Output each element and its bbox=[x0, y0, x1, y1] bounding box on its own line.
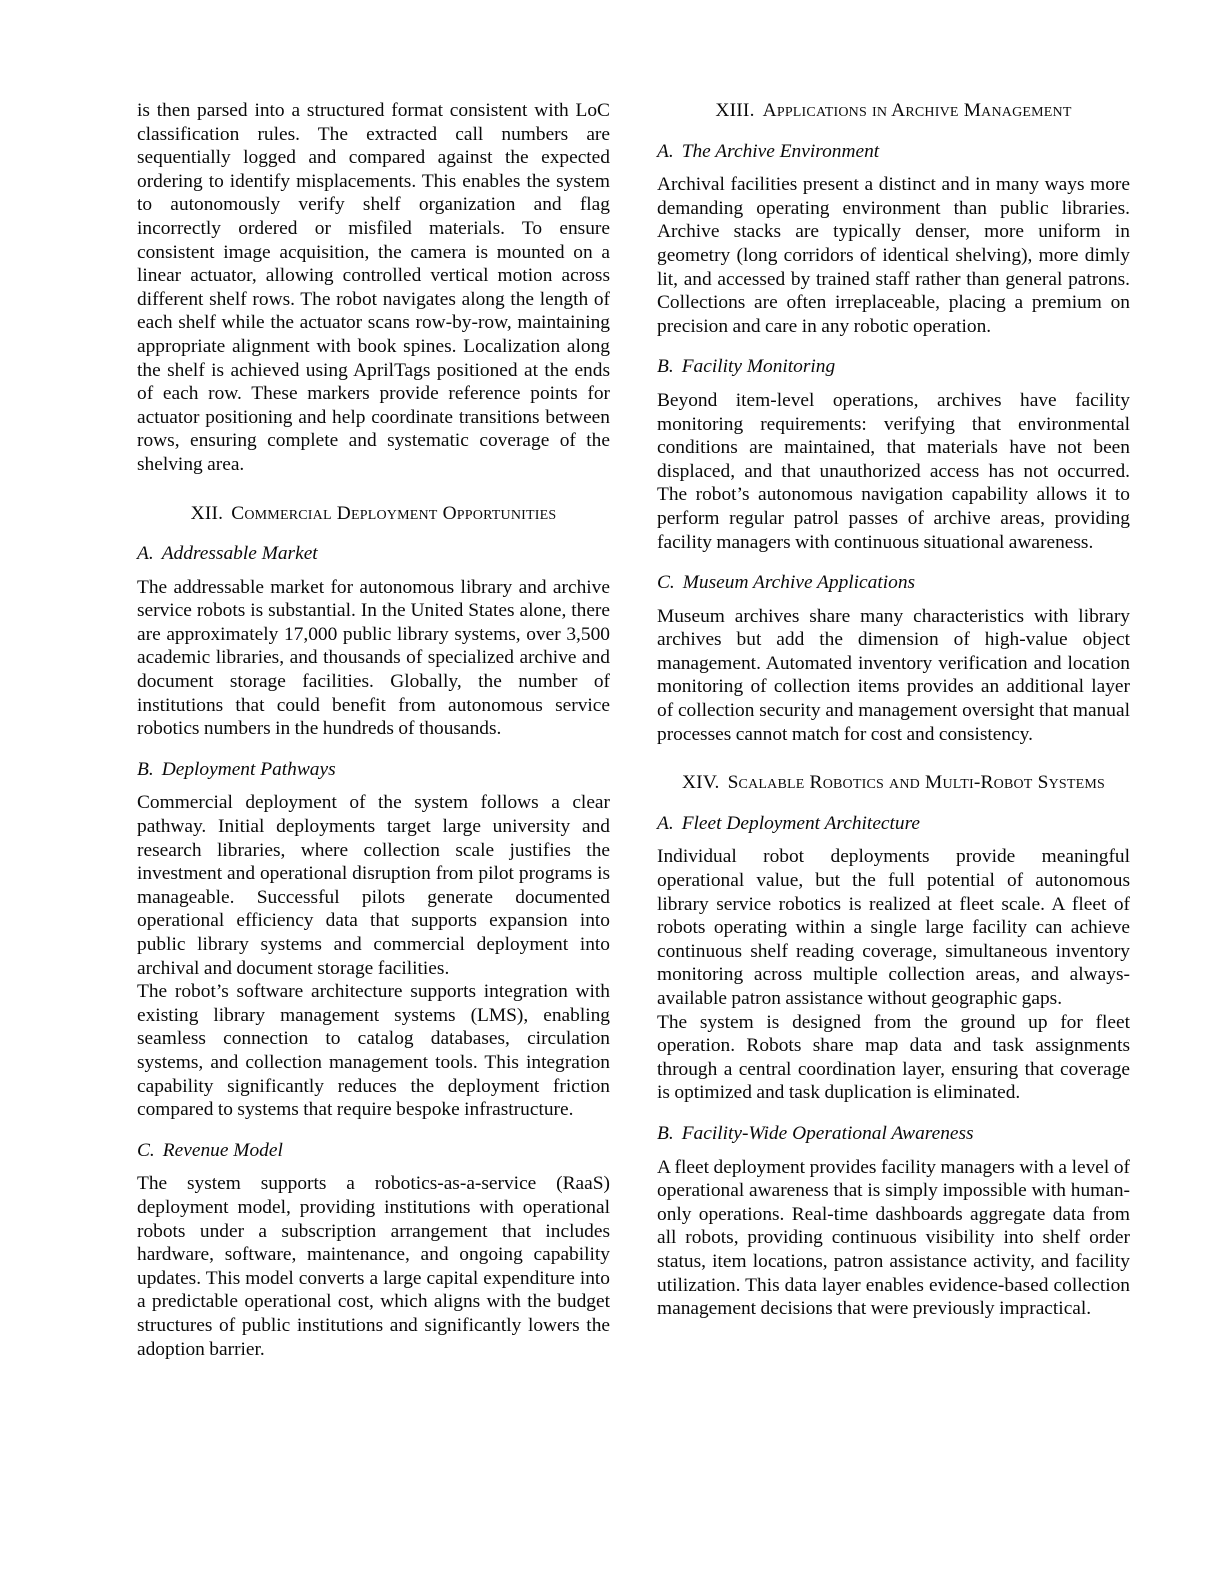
body-paragraph: The system supports a robotics-as-a-service (RaaS) deployment model, providing institutions with operational robots under a subscription arrangement that includes hardware, software, maintenance, and ongoing capability updates. This model converts a large capital expenditure into a predictable operational cost, which aligns with the budget structures of public institutions and significantly lowers the adoption barrier. bbox=[137, 1173, 610, 1360]
body-paragraph: Individual robot deployments provide meaningful operational value, but the full potential of autonomous library service robotics is realized at fleet scale. A fleet of robots operating within a single large facility can achieve continuous shelf reading coverage, simultaneous inventory monitoring across multiple collection areas, and always-available patron assistance without geographic gaps. bbox=[657, 846, 1130, 1009]
body-paragraph: Archival facilities present a distinct and in many ways more demanding operating environment than public libraries. Archive stacks are typically denser, more uniform in geometry (long corridors of identical shelving), more dimly lit, and accessed by trained staff rather than general patrons. Collections are often irreplaceable, placing a premium on precision and care in any robotic operation. bbox=[657, 174, 1130, 337]
subsection-heading-fleet-architecture bbox=[657, 812, 1130, 836]
two-column-layout bbox=[137, 99, 1130, 1361]
subsection-heading-archive-environment bbox=[657, 140, 1130, 164]
subsection-heading-facility-monitoring bbox=[657, 355, 1130, 379]
subsection-label: A. bbox=[657, 140, 674, 162]
section-heading-xii bbox=[137, 502, 610, 526]
body-paragraph: Museum archives share many characteristics with library archives but add the dimension of high-value object management. Automated inventory verification and location monitoring of collection items provides an additional layer of collection security and management oversight that manual processes cannot match for cost and consistency. bbox=[657, 605, 1130, 745]
body-paragraph: Commercial deployment of the system follows a clear pathway. Initial deployments target large university and research libraries, where collection scale justifies the investment and operational disruption from pilot programs is manageable. Successful pilots generate documented operational efficiency data that supports expansion into public library systems and commercial deployment into archival and document storage facilities. bbox=[137, 792, 610, 979]
body-paragraph: The system is designed from the ground up for fleet operation. Robots share map data and task assignments through a central coordination layer, ensuring that coverage is optimized and task duplication is eliminated. bbox=[657, 1011, 1130, 1104]
subsection-title: Addressable Market bbox=[161, 543, 318, 565]
section-heading-xiv bbox=[657, 771, 1130, 795]
subsection-label: B. bbox=[657, 356, 674, 378]
section-number: XII. bbox=[190, 502, 224, 524]
body-paragraph: The addressable market for autonomous library and archive service robots is substantial. In the United States alone, there are approximately 17,000 public library systems, over 3,500 academic libraries, and thousands of specialized archive and document storage facilities. Globally, the number of institutions that could benefit from autonomous service robotics numbers in the hundreds of thousands. bbox=[137, 576, 610, 740]
section-title: Commercial Deployment Opportunities bbox=[231, 502, 557, 524]
subsection-title: Facility-Wide Operational Awareness bbox=[681, 1122, 974, 1144]
subsection-label: B. bbox=[137, 758, 154, 780]
column-right bbox=[657, 99, 1130, 1321]
subsection-heading-museum-archive bbox=[657, 571, 1130, 595]
subsection-title: Facility Monitoring bbox=[681, 356, 836, 378]
subsection-title: Museum Archive Applications bbox=[682, 572, 916, 594]
section-number: XIII. bbox=[715, 100, 755, 121]
subsection-label: C. bbox=[137, 1139, 155, 1161]
body-paragraph: The robot’s software architecture supports integration with existing library management systems (LMS), enabling seamless connection to catalog databases, circulation systems, and collection management tools. This integration capability significantly reduces the deployment friction compared to systems that require bespoke infrastructure. bbox=[137, 981, 610, 1121]
subsection-heading-deployment-pathways bbox=[137, 758, 610, 782]
subsection-label: A. bbox=[137, 543, 154, 565]
section-title: Applications in Archive Management bbox=[762, 100, 1072, 121]
section-number: XIV. bbox=[681, 772, 720, 794]
body-paragraph: Beyond item-level operations, archives have facility monitoring requirements: verifying that environmental conditions are maintained, that materials have not been displaced, and that unauthorized access has not occurred. The robot’s autonomous navigation capability allows it to perform regular patrol passes of archive areas, providing facility managers with continuous situational awareness. bbox=[657, 389, 1130, 553]
subsection-heading-operational-awareness bbox=[657, 1122, 1130, 1146]
subsection-title: Fleet Deployment Architecture bbox=[681, 812, 921, 834]
section-title: Scalable Robotics and Multi-Robot Systems bbox=[727, 772, 1106, 794]
subsection-label: A. bbox=[657, 812, 674, 834]
body-paragraph: A fleet deployment provides facility managers with a level of operational awareness that is simply impossible with human-only operations. Real-time dashboards aggregate data from all robots, providing continuous visibility into shelf order status, item locations, patron assistance activity, and facility utilization. This data layer enables evidence-based collection management decisions that were previously impractical. bbox=[657, 1156, 1130, 1320]
subsection-heading-addressable-market bbox=[137, 542, 610, 566]
column-left bbox=[137, 99, 610, 1361]
subsection-heading-revenue-model bbox=[137, 1139, 610, 1163]
subsection-label: C. bbox=[657, 572, 675, 594]
subsection-label: B. bbox=[657, 1122, 674, 1144]
subsection-title: Revenue Model bbox=[162, 1139, 283, 1161]
body-paragraph: is then parsed into a structured format consistent with LoC classification rules. The extracted call numbers are sequentially logged and compared against the expected ordering to identify misplacements. This enables the system to autonomously verify shelf organization and flag incorrectly ordered or misfiled materials. To ensure consistent image acquisition, the camera is mounted on a linear actuator, allowing controlled vertical motion across different shelf rows. The robot navigates along the length of each shelf while the actuator scans row-by-row, maintaining appropriate alignment with book spines. Localization along the shelf is achieved using AprilTags positioned at the ends of each row. These markers provide reference points for actuator positioning and help coordinate transitions between rows, ensuring complete and systematic coverage of the shelving area. bbox=[137, 100, 610, 475]
section-heading-xiii bbox=[657, 99, 1130, 123]
subsection-title: Deployment Pathways bbox=[161, 758, 336, 780]
subsection-title: The Archive Environment bbox=[681, 140, 880, 162]
